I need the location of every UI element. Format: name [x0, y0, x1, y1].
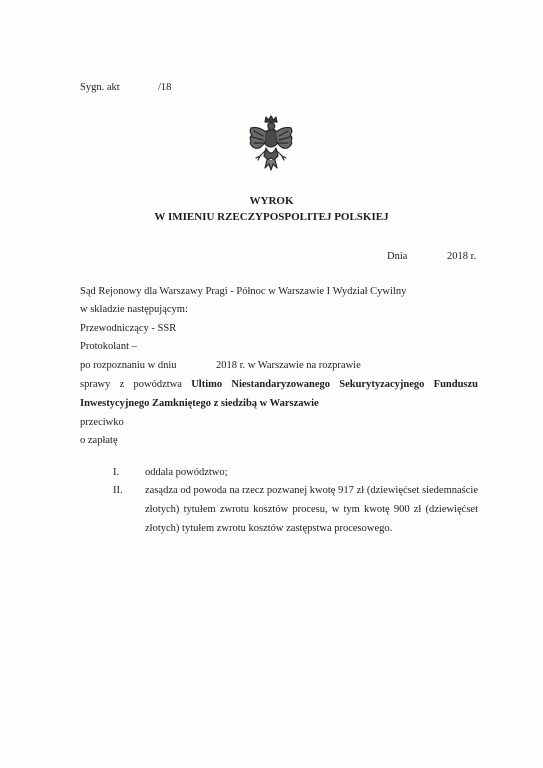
composition-line: w składzie następującym:: [80, 304, 188, 315]
date-label: Dnia: [387, 251, 408, 262]
ruling-text-1: oddala powództwo;: [145, 467, 228, 478]
hearing-line-end: 2018 r. w Warszawie na rozprawie: [216, 360, 361, 371]
ruling-number-2: II.: [113, 485, 123, 496]
case-parties-line: [80, 378, 478, 391]
against-label: przeciwko: [80, 417, 124, 428]
ruling-number-1: I.: [113, 467, 120, 478]
case-subject: o zapłatę: [80, 435, 118, 446]
case-number-label: Sygn. akt: [80, 82, 120, 93]
case-number-value: /18: [158, 82, 172, 93]
plaintiff-name-line1: Ultimo Niestandaryzowanego Sekurytyzacyjnego Funduszu: [191, 379, 479, 390]
court-name: Sąd Rejonowy dla Warszawy Pragi - Północ w Warszawie I Wydział Cywilny: [80, 286, 407, 297]
presiding-judge: Przewodniczący - SSR: [80, 323, 177, 334]
ruling-text-2-line2: złotych) tytułem zwrotu kosztów procesu, w tym kwotę 900 zł (dziewięćset: [145, 504, 478, 515]
case-prefix: sprawy z powództwa: [80, 379, 182, 390]
date-value: 2018 r.: [447, 251, 477, 262]
plaintiff-name-line2: Inwestycyjnego Zamkniętego z siedzibą w Warszawie: [80, 398, 319, 409]
hearing-line-start: po rozpoznaniu w dniu: [80, 360, 177, 371]
ruling-text-2-line1: zasądza od powoda na rzecz pozwanej kwotę 917 zł (dziewięćset siedemnaście: [145, 485, 478, 496]
polish-eagle-emblem-icon: [246, 114, 296, 172]
court-clerk: Protokolant –: [80, 341, 137, 352]
judgment-title: WYROK: [249, 195, 294, 207]
ruling-text-2-line3: złotych) tytułem zwrotu kosztów zastępstwa procesowego.: [145, 523, 393, 534]
judgment-subtitle: W IMIENIU RZECZYPOSPOLITEJ POLSKIEJ: [154, 211, 389, 223]
